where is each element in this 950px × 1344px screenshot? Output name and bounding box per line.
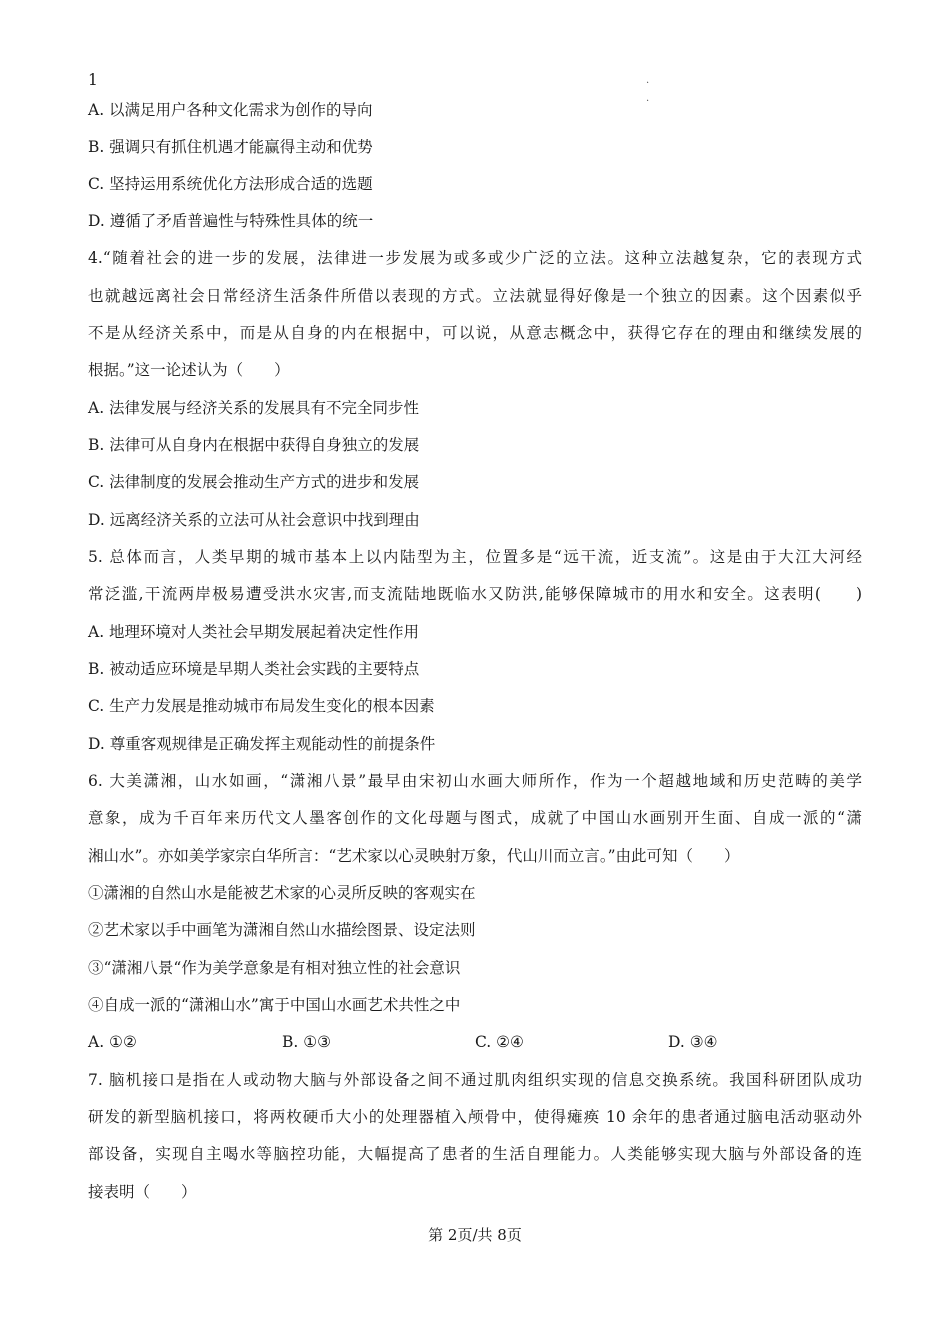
q6-stem-line: 湘山水”。亦如美学家宗白华所言：“艺术家以心灵映射万象，代山川而立言。”由此可知（ ）: [88, 847, 740, 865]
q5-option-a: A. 地理环境对人类社会早期发展起着决定性作用: [88, 623, 420, 641]
q3-option-b: B. 强调只有抓住机遇才能赢得主动和优势: [88, 138, 373, 156]
q4-option-c: C. 法律制度的发展会推动生产方式的进步和发展: [88, 473, 420, 491]
q6-option-c: C. ②④: [475, 1033, 524, 1051]
q4-option-a: A. 法律发展与经济关系的发展具有不完全同步性: [88, 399, 420, 417]
q5-stem-line: 5. 总体而言，人类早期的城市基本上以内陆型为主，位置多是“远干流，近支流”。这是由于大江大河经: [88, 548, 862, 566]
q6-option-b: B. ①③: [282, 1033, 332, 1051]
q4-stem-line: 不是从经济关系中，而是从自身的内在根据中，可以说，从意志概念中，获得它存在的理由和继续发展的: [88, 324, 862, 342]
q7-stem-line: 接表明（ ）: [88, 1183, 197, 1201]
q5-stem-line: 常泛滥,干流两岸极易遭受洪水灾害,而支流陆地既临水又防洪,能够保障城市的用水和安全。这表明( ): [88, 585, 862, 603]
q7-stem-line: 部设备，实现自主喝水等脑控功能，大幅提高了患者的生活自理能力。人类能够实现大脑与外部设备的连: [88, 1145, 862, 1163]
q7-stem-line: 7. 脑机接口是指在人或动物大脑与外部设备之间不通过肌肉组织实现的信息交换系统。我国科研团队成功: [88, 1071, 862, 1089]
q7-stem-line: 研发的新型脑机接口，将两枚硬币大小的处理器植入颅骨中，使得瘫痪 10 余年的患者通过脑电活动驱动外: [88, 1108, 862, 1126]
q4-stem-line: 根据。”这一论述认为（ ）: [88, 361, 290, 379]
q6-statement-2: ②艺术家以手中画笔为潇湘自然山水描绘图景、设定法则: [88, 921, 476, 939]
q6-stem-line: 6. 大美潇湘，山水如画，“潇湘八景”最早由宋初山水画大师所作，作为一个超越地域和历史范畴的美学: [88, 772, 862, 790]
q3-option-c: C. 坚持运用系统优化方法形成合适的选题: [88, 175, 373, 193]
q6-option-a: A. ①②: [88, 1033, 137, 1051]
q5-option-c: C. 生产力发展是推动城市布局发生变化的根本因素: [88, 697, 435, 715]
q5-option-d: D. 尊重客观规律是正确发挥主观能动性的前提条件: [88, 735, 436, 753]
page-number: 第 2页/共 8页: [428, 1226, 522, 1244]
q6-statement-4: ④自成一派的“潇湘山水”寓于中国山水画艺术共性之中: [88, 996, 461, 1014]
page-fragment: 1: [88, 71, 98, 89]
q6-stem-line: 意象，成为千百年来历代文人墨客创作的文化母题与图式，成就了中国山水画别开生面、自成一派的“潇: [88, 809, 862, 827]
q6-statement-1: ①潇湘的自然山水是能被艺术家的心灵所反映的客观实在: [88, 884, 476, 902]
q4-stem-line: 也就越远离社会日常经济生活条件所借以表现的方式。立法就显得好像是一个独立的因素。这个因素似乎: [88, 287, 862, 305]
q4-option-d: D. 远离经济关系的立法可从社会意识中找到理由: [88, 511, 420, 529]
q6-option-d: D. ③④: [668, 1033, 718, 1051]
q4-stem-line: 4.“随着社会的进一步的发展，法律进一步发展为或多或少广泛的立法。这种立法越复杂，它的表现方式: [88, 249, 862, 267]
q5-option-b: B. 被动适应环境是早期人类社会实践的主要特点: [88, 660, 420, 678]
q3-option-a: A. 以满足用户各种文化需求为创作的导向: [88, 101, 373, 119]
q4-option-b: B. 法律可从自身内在根据中获得自身独立的发展: [88, 436, 420, 454]
mark-dot: .: [646, 75, 650, 86]
q6-statement-3: ③“潇湘八景“作为美学意象是有相对独立性的社会意识: [88, 959, 461, 977]
mark-dot: .: [646, 93, 650, 104]
q3-option-d: D. 遵循了矛盾普遍性与特殊性具体的统一: [88, 212, 374, 230]
